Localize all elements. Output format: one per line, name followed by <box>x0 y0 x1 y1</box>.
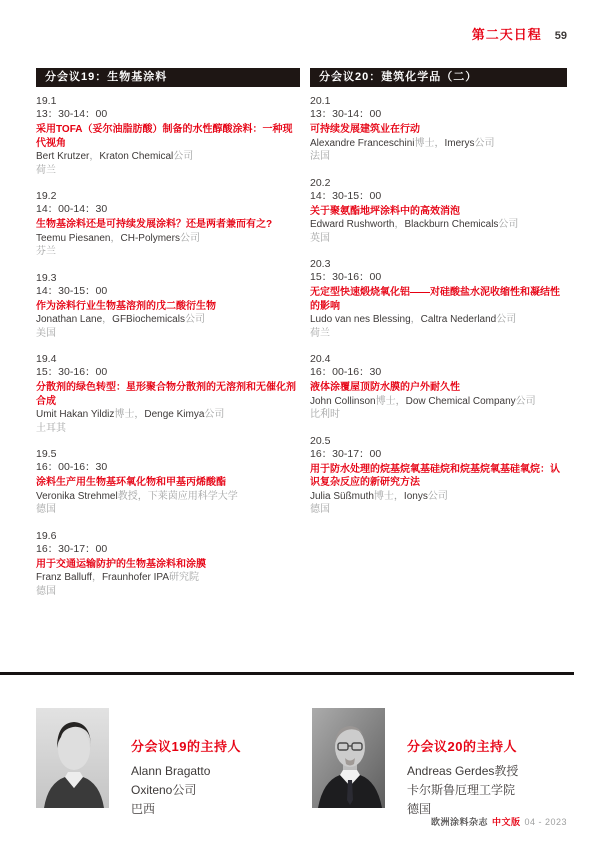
chair19-label: 分会议19的主持人 <box>131 739 241 754</box>
session-title: 可持续发展建筑业在行动 <box>310 124 420 135</box>
session-speaker: Alexandre Franceschini博士，Imerys公司 <box>310 137 495 149</box>
chair19-portrait-photo <box>36 708 109 808</box>
chair20-label: 分会议20的主持人 <box>407 739 517 754</box>
session-country: 比利时 <box>310 409 340 420</box>
session-speaker: John Collinson博士，Dow Chemical Company公司 <box>310 395 536 407</box>
session-number: 20.1 <box>310 95 331 107</box>
session-title: 生物基涂料还是可持续发展涂料？还是两者兼而有之? <box>36 219 273 230</box>
session-country: 芬兰 <box>36 246 56 257</box>
session-time: 15：30-16：00 <box>310 271 382 283</box>
session-time: 14：30-15：00 <box>36 284 108 297</box>
session-speaker: Veronika Strehmel教授，下莱茵应用科学大学 <box>36 490 238 502</box>
magazine-issue: 04 - 2023 <box>524 817 567 827</box>
session-column-20 <box>310 68 567 611</box>
session-speaker: Bert Krutzer，Kraton Chemical公司 <box>36 151 194 162</box>
session-item <box>310 177 567 246</box>
session-speaker: Jonathan Lane，GFBiochemicals公司 <box>36 314 205 325</box>
session-time: 16：00-16：30 <box>36 461 108 473</box>
session-item <box>36 448 300 517</box>
session-speaker: Ludo van nes Blessing，Caltra Nederland公司 <box>310 314 517 325</box>
session-country: 土耳其 <box>36 422 66 434</box>
chair19-affiliation: Oxiteno公司 <box>131 783 197 797</box>
session-title: 用于防水处理的烷基烷氧基硅烷和烷基烷氧基硅氧烷：认识复杂反应的新研究方法 <box>310 463 560 488</box>
chair20-name: Andreas Gerdes教授 <box>407 764 519 778</box>
chair19-info <box>131 708 241 819</box>
chair-session19 <box>36 708 312 819</box>
session-number: 19.1 <box>36 95 57 107</box>
session-time: 14：00-14：30 <box>36 203 108 215</box>
session-number: 19.6 <box>36 529 57 542</box>
chairs-section <box>36 708 567 819</box>
session-title: 液体涂覆屋顶防水膜的户外耐久性 <box>310 382 460 393</box>
session-title: 无定型快速煅烧氧化铝——对硅酸盐水泥收缩性和凝结性的影响 <box>310 287 560 312</box>
session-time: 15：30-16：00 <box>36 366 108 378</box>
session-title: 涂料生产用生物基环氧化物和甲基丙烯酸酯 <box>36 477 226 488</box>
session-item <box>310 435 567 517</box>
chair20-affiliation: 卡尔斯鲁厄理工学院 <box>407 783 516 797</box>
session-item <box>36 272 300 341</box>
session-time: 13：30-14：00 <box>310 108 382 120</box>
magazine-footer <box>431 815 567 828</box>
session-time: 16：00-16：30 <box>310 366 382 378</box>
session-speaker: Teemu Piesanen，CH-Polymers公司 <box>36 232 200 244</box>
session-number: 19.2 <box>36 190 57 202</box>
session-country: 德国 <box>36 585 56 597</box>
session-country: 美国 <box>36 327 56 339</box>
session-country: 德国 <box>36 504 56 515</box>
session-item <box>36 353 300 435</box>
program-columns <box>36 68 567 611</box>
session-title: 作为涂料行业生物基溶剂的戊二酸衍生物 <box>36 300 216 312</box>
session-list-19 <box>36 95 300 598</box>
session-item <box>36 530 300 599</box>
session-title: 采用TOFA（妥尔油脂肪酸）制备的水性醇酸涂料：一种现代视角 <box>36 124 293 149</box>
session-time: 14：30-15：00 <box>310 189 382 202</box>
session-title: 分散剂的绿色转型：星形聚合物分散剂的无溶剂和无催化剂合成 <box>36 382 296 407</box>
session-country: 荷兰 <box>310 327 330 339</box>
session-number: 20.4 <box>310 353 331 365</box>
session-item <box>36 95 300 177</box>
magazine-edition: 中文版 <box>491 817 521 827</box>
session-country: 荷兰 <box>36 164 56 176</box>
chair19-country: 巴西 <box>131 802 156 816</box>
day-title: 第二天日程 <box>471 27 542 42</box>
session-number: 19.3 <box>36 271 57 284</box>
session-title: 用于交通运输防护的生物基涂料和涂膜 <box>36 558 206 570</box>
session-time: 16：30-17：00 <box>310 447 382 460</box>
session-speaker: Edward Rushworth，Blackburn Chemicals公司 <box>310 219 519 230</box>
magazine-name: 欧洲涂料杂志 <box>430 817 488 827</box>
session-number: 19.4 <box>36 353 57 365</box>
chair19-name: Alann Bragatto <box>131 764 211 778</box>
session-item <box>36 190 300 259</box>
session-number: 19.5 <box>36 448 57 460</box>
session-item <box>310 258 567 340</box>
chair20-portrait-photo <box>312 708 385 808</box>
footer-divider <box>0 672 574 675</box>
session-time: 13：30-14：00 <box>36 108 108 120</box>
session-item <box>310 95 567 164</box>
column-header-20: 分会议20：建筑化学品（二） <box>310 68 567 87</box>
session-column-19 <box>36 68 300 611</box>
column-header-19: 分会议19：生物基涂料 <box>36 68 300 87</box>
session-number: 20.2 <box>310 176 331 189</box>
page-number: 59 <box>554 30 567 42</box>
chair20-country: 德国 <box>407 802 432 816</box>
chair-session20 <box>312 708 567 819</box>
session-number: 20.5 <box>310 434 331 447</box>
session-list-20 <box>310 95 567 517</box>
session-country: 法国 <box>310 151 330 162</box>
session-speaker: Franz Balluff，Fraunhofer IPA研究院 <box>36 572 200 583</box>
session-speaker: Umit Hakan Yildiz博士，Denge Kimya公司 <box>36 409 225 420</box>
session-item <box>310 353 567 422</box>
session-time: 16：30-17：00 <box>36 542 108 555</box>
session-number: 20.3 <box>310 258 331 270</box>
session-speaker: Julia Süßmuth博士，Ionys公司 <box>310 490 448 502</box>
session-country: 德国 <box>310 504 330 515</box>
session-title: 关于聚氨酯地坪涂料中的高效消泡 <box>310 205 460 217</box>
page-header <box>472 24 567 43</box>
chair20-info <box>407 708 518 819</box>
session-country: 英国 <box>310 232 330 244</box>
